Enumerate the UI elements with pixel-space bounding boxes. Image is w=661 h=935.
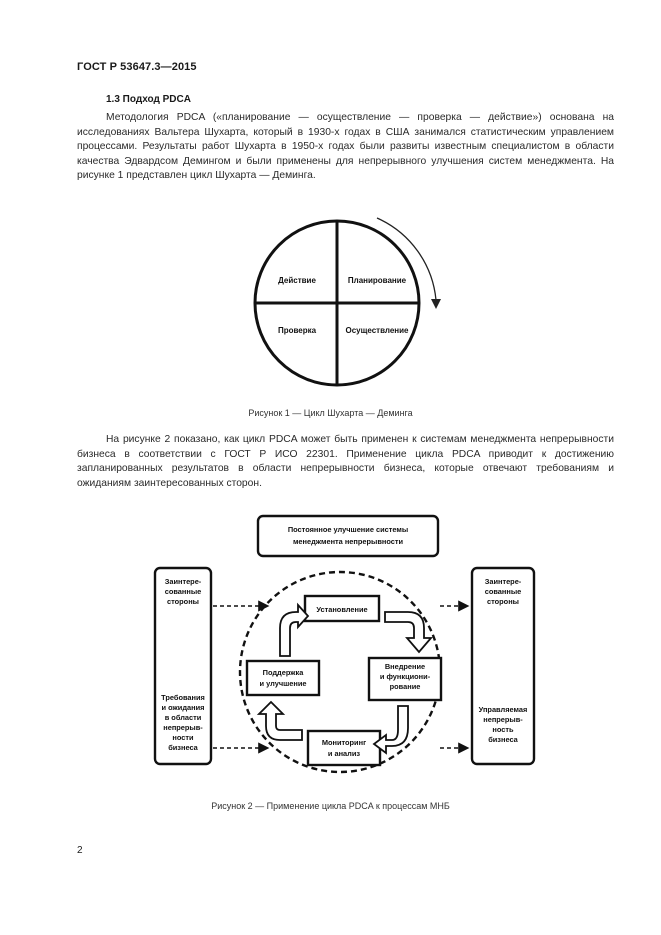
right-bottom-line-4: бизнеса bbox=[488, 735, 518, 744]
right-top-line-1: Заинтере- bbox=[484, 577, 522, 586]
right-top-line-3: стороны bbox=[487, 597, 519, 606]
establish-label: Установление bbox=[316, 605, 368, 614]
figure-2-caption: Рисунок 2 — Применение цикла PDCA к процессам МНБ bbox=[211, 801, 450, 811]
implement-line-2: и функциони- bbox=[379, 672, 431, 681]
quadrant-label-plan: Планирование bbox=[347, 276, 407, 285]
arrow-monitor-to-maintain-icon bbox=[259, 702, 302, 740]
left-bottom-line-2: и ожидания bbox=[161, 703, 205, 712]
figure-1-caption: Рисунок 1 — Цикл Шухарта — Деминга bbox=[248, 408, 413, 418]
right-bottom-line-3: ность bbox=[492, 725, 514, 734]
implement-line-3: рование bbox=[389, 682, 421, 691]
right-top-line-2: сованные bbox=[484, 587, 522, 596]
left-bottom-line-3: в области bbox=[164, 713, 202, 722]
continuous-improvement-line-2: менеджмента непрерывности bbox=[292, 537, 404, 546]
monitor-line-1: Мониторинг bbox=[321, 738, 367, 747]
quadrant-label-check: Проверка bbox=[277, 326, 317, 335]
maintain-line-2: и улучшение bbox=[259, 679, 307, 688]
left-bottom-line-4: непрерыв- bbox=[163, 723, 203, 732]
left-top-line-3: стороны bbox=[167, 597, 199, 606]
right-bottom-line-1: Управляемая bbox=[478, 705, 528, 714]
paragraph-intro: Методология PDCA («планирование — осуществление — проверка — действие») основана на исследованиях Вальтера Шухарта, который в 1930-х годах в США занимался статистическим управлением процессами. Результаты работ Шухарта в 1950-х годах были развиты известным специалистом в области качества Эдвардсом Демингом и были применены для непрерывного улучшения систем менеджмента. На рисунке 1 представлен цикл Шухарта — Деминга. bbox=[77, 112, 614, 182]
paragraph-figure2-intro: На рисунке 2 показано, как цикл PDCA может быть применен к системам менеджмента непрерывности бизнеса в соответствии с ГОСТ Р ИСО 22301. Применение цикла PDCA приводит к достижению запланированных результатов в области непрерывности бизнеса, которые отвечают требованиям и ожиданиям заинтересованных сторон. bbox=[77, 434, 614, 489]
left-top-line-2: сованные bbox=[164, 587, 202, 596]
maintain-line-1: Поддержка bbox=[262, 668, 304, 677]
monitor-review-box bbox=[308, 731, 380, 765]
page-number: 2 bbox=[77, 845, 83, 856]
quadrant-label-act: Действие bbox=[278, 276, 316, 285]
left-top-line-1: Заинтере- bbox=[164, 577, 202, 586]
figure-2-bcms-diagram bbox=[140, 508, 560, 778]
monitor-line-2: и анализ bbox=[327, 749, 361, 758]
left-bottom-line-6: бизнеса bbox=[168, 743, 198, 752]
continuous-improvement-box bbox=[258, 516, 438, 556]
arrow-implement-to-monitor-icon bbox=[374, 706, 408, 753]
implement-line-1: Внедрение bbox=[384, 662, 426, 671]
rotation-arrowhead-icon bbox=[431, 299, 441, 309]
continuous-improvement-line-1: Постоянное улучшение системы bbox=[287, 525, 409, 534]
section-title: 1.3 Подход PDCA bbox=[106, 94, 191, 105]
document-header: ГОСТ Р 53647.3—2015 bbox=[77, 61, 197, 73]
quadrant-label-do: Осуществление bbox=[345, 326, 409, 335]
left-bottom-line-1: Требования bbox=[161, 693, 205, 702]
arrow-maintain-to-establish-icon bbox=[280, 605, 308, 656]
right-bottom-line-2: непрерыв- bbox=[483, 715, 523, 724]
figure-1-pdca-circle bbox=[240, 205, 450, 400]
maintain-improve-box bbox=[247, 661, 319, 695]
left-bottom-line-5: ности bbox=[172, 733, 194, 742]
